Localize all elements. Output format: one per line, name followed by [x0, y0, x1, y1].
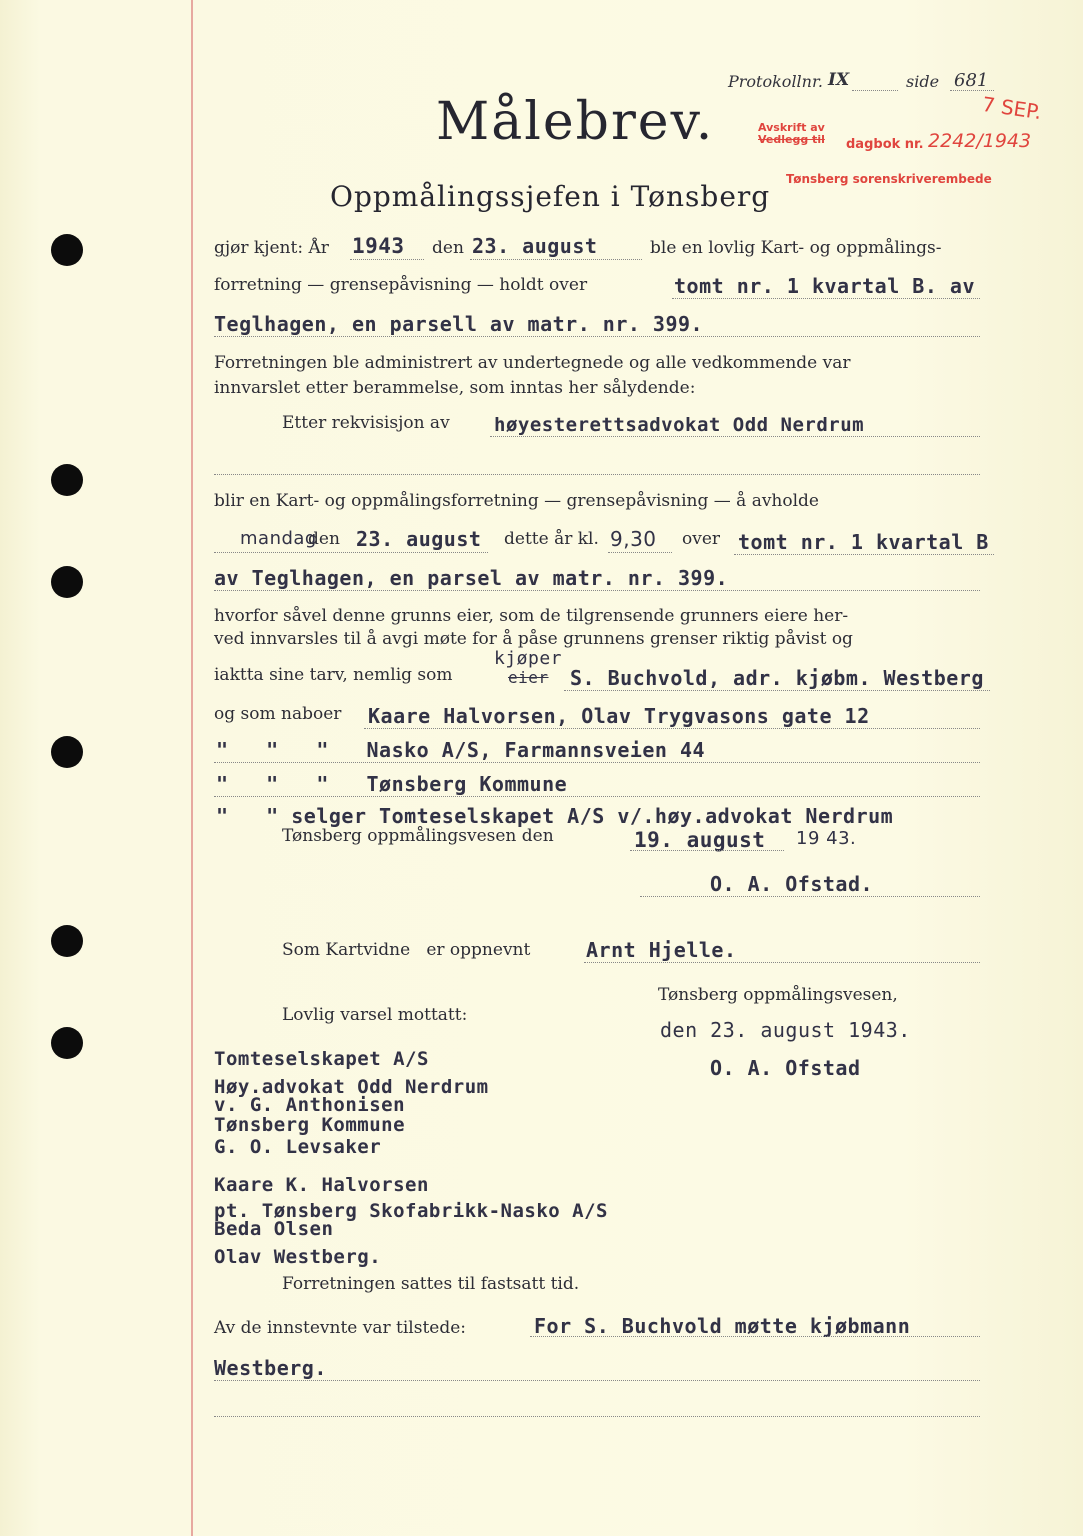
- recipient-item: Tomteselskapet A/S: [214, 1048, 429, 1070]
- text-kartvidne: Som Kartvidne er oppnevnt: [282, 940, 531, 960]
- filled-notice-year: 19 43.: [796, 828, 857, 849]
- text-den-2: den: [308, 529, 340, 549]
- inserted-kjoper: kjøper: [494, 648, 563, 669]
- filled-date-2: 23. august: [356, 527, 482, 551]
- text-rekvisisjon: Etter rekvisisjon av: [282, 413, 450, 433]
- filled-sign-date: den 23. august 1943.: [660, 1018, 911, 1042]
- recipient-item: Tønsberg Kommune: [214, 1114, 406, 1136]
- filled-notice-date: 19. august: [634, 828, 766, 852]
- punch-hole: [51, 566, 83, 598]
- recipient-item: Beda Olsen: [214, 1218, 334, 1240]
- protokoll-value: IX: [828, 70, 850, 90]
- filled-property-2-cont: av Teglhagen, en parsel av matr. nr. 399.: [214, 566, 729, 590]
- protokoll-label: Protokollnr.: [728, 72, 823, 91]
- recipient-item: Høy.advokat Odd Nerdrum: [214, 1076, 489, 1098]
- signature-ofstad-1: O. A. Ofstad.: [710, 872, 874, 896]
- page-title: Målebrev.: [436, 92, 715, 152]
- filled-property: tomt nr. 1 kvartal B. av: [674, 274, 975, 298]
- punch-hole: [51, 1027, 83, 1059]
- filled-year: 1943: [352, 234, 405, 258]
- text-naboer: og som naboer: [214, 704, 342, 724]
- text-forretning: forretning — grensepåvisning — holdt over: [214, 275, 588, 295]
- page-subtitle: Oppmålingssjefen i Tønsberg: [330, 180, 771, 213]
- text-hvorfor: hvorfor såvel denne grunns eier, som de tilgrensende grunners eiere her-: [214, 606, 849, 626]
- stamp-dagbok-number: 2242/1943: [928, 130, 1032, 152]
- stamp-dagbok: dagbok nr.: [846, 137, 924, 152]
- text-gjor-kjent: gjør kjent: År: [214, 238, 329, 258]
- text-dette-ar: dette år kl.: [504, 529, 599, 549]
- date-stamp: 7 SEP.: [980, 91, 1044, 125]
- recipient-item: Kaare K. Halvorsen: [214, 1174, 429, 1196]
- text-innvarsles: ved innvarsles til å avgi møte for å påse grunnens grenser riktig påvist og: [214, 629, 853, 649]
- filled-witness: Arnt Hjelle.: [586, 938, 737, 962]
- filled-time: 9,30: [610, 527, 657, 551]
- punch-hole: [51, 234, 83, 266]
- filled-date: 23. august: [472, 234, 598, 258]
- punch-hole: [51, 736, 83, 768]
- recipient-item: v. G. Anthonisen: [214, 1094, 406, 1116]
- filled-present: For S. Buchvold møtte kjøbmann: [534, 1314, 911, 1338]
- text-lovlig: ble en lovlig Kart- og oppmålings-: [650, 238, 942, 258]
- filled-property-2: tomt nr. 1 kvartal B: [738, 530, 989, 554]
- text-blir: blir en Kart- og oppmålingsforretning — grensepåvisning — å avholde: [214, 491, 819, 511]
- text-iaktta: iaktta sine tarv, nemlig som: [214, 665, 453, 685]
- text-over: over: [682, 529, 721, 549]
- punch-hole: [51, 925, 83, 957]
- text-fastsatt-tid: Forretningen sattes til fastsatt tid.: [282, 1274, 580, 1294]
- punch-hole: [51, 464, 83, 496]
- margin-line: [191, 0, 193, 1536]
- text-oppmalingsvesen-den: Tønsberg oppmålingsvesen den: [282, 826, 554, 846]
- filled-present-cont: Westberg.: [214, 1356, 327, 1380]
- text-innvarslet: innvarslet etter berammelse, som inntas her sålydende:: [214, 378, 696, 398]
- signature-ofstad-2: O. A. Ofstad: [710, 1056, 861, 1080]
- filled-seller: " " selger Tomteselskapet A/S v/.høy.advokat Nerdrum: [216, 804, 894, 828]
- filled-neighbor-2: " " " Nasko A/S, Farmannsveien 44: [216, 738, 706, 762]
- text-tilstede: Av de innstevnte var tilstede:: [214, 1318, 467, 1338]
- filled-day: mandag: [240, 528, 317, 549]
- text-lovlig-varsel: Lovlig varsel mottatt:: [282, 1005, 468, 1025]
- struck-eier: eier: [508, 668, 549, 687]
- filled-buyer: S. Buchvold, adr. kjøbm. Westberg: [570, 666, 984, 690]
- text-administrert: Forretningen ble administrert av undertegnede og alle vedkommende var: [214, 353, 851, 373]
- stamp-sorenskriver: Tønsberg sorenskriverembede: [786, 172, 992, 186]
- filled-neighbor-3: " " " Tønsberg Kommune: [216, 772, 568, 796]
- recipient-item: G. O. Levsaker: [214, 1136, 382, 1158]
- filled-requester: høyesterettsadvokat Odd Nerdrum: [494, 414, 865, 436]
- text-oppmalingsvesen-sign: Tønsberg oppmålingsvesen,: [658, 985, 898, 1005]
- side-label: side: [906, 72, 940, 91]
- filled-property-cont: Teglhagen, en parsell av matr. nr. 399.: [214, 312, 704, 336]
- side-value: 681: [954, 70, 989, 91]
- stamp-avskrift: Avskrift av Vedlegg til: [758, 121, 825, 146]
- text-den: den: [432, 238, 464, 258]
- recipient-item: pt. Tønsberg Skofabrikk-Nasko A/S: [214, 1200, 608, 1222]
- filled-neighbor-1: Kaare Halvorsen, Olav Trygvasons gate 12: [368, 704, 870, 728]
- recipient-item: Olav Westberg.: [214, 1246, 382, 1268]
